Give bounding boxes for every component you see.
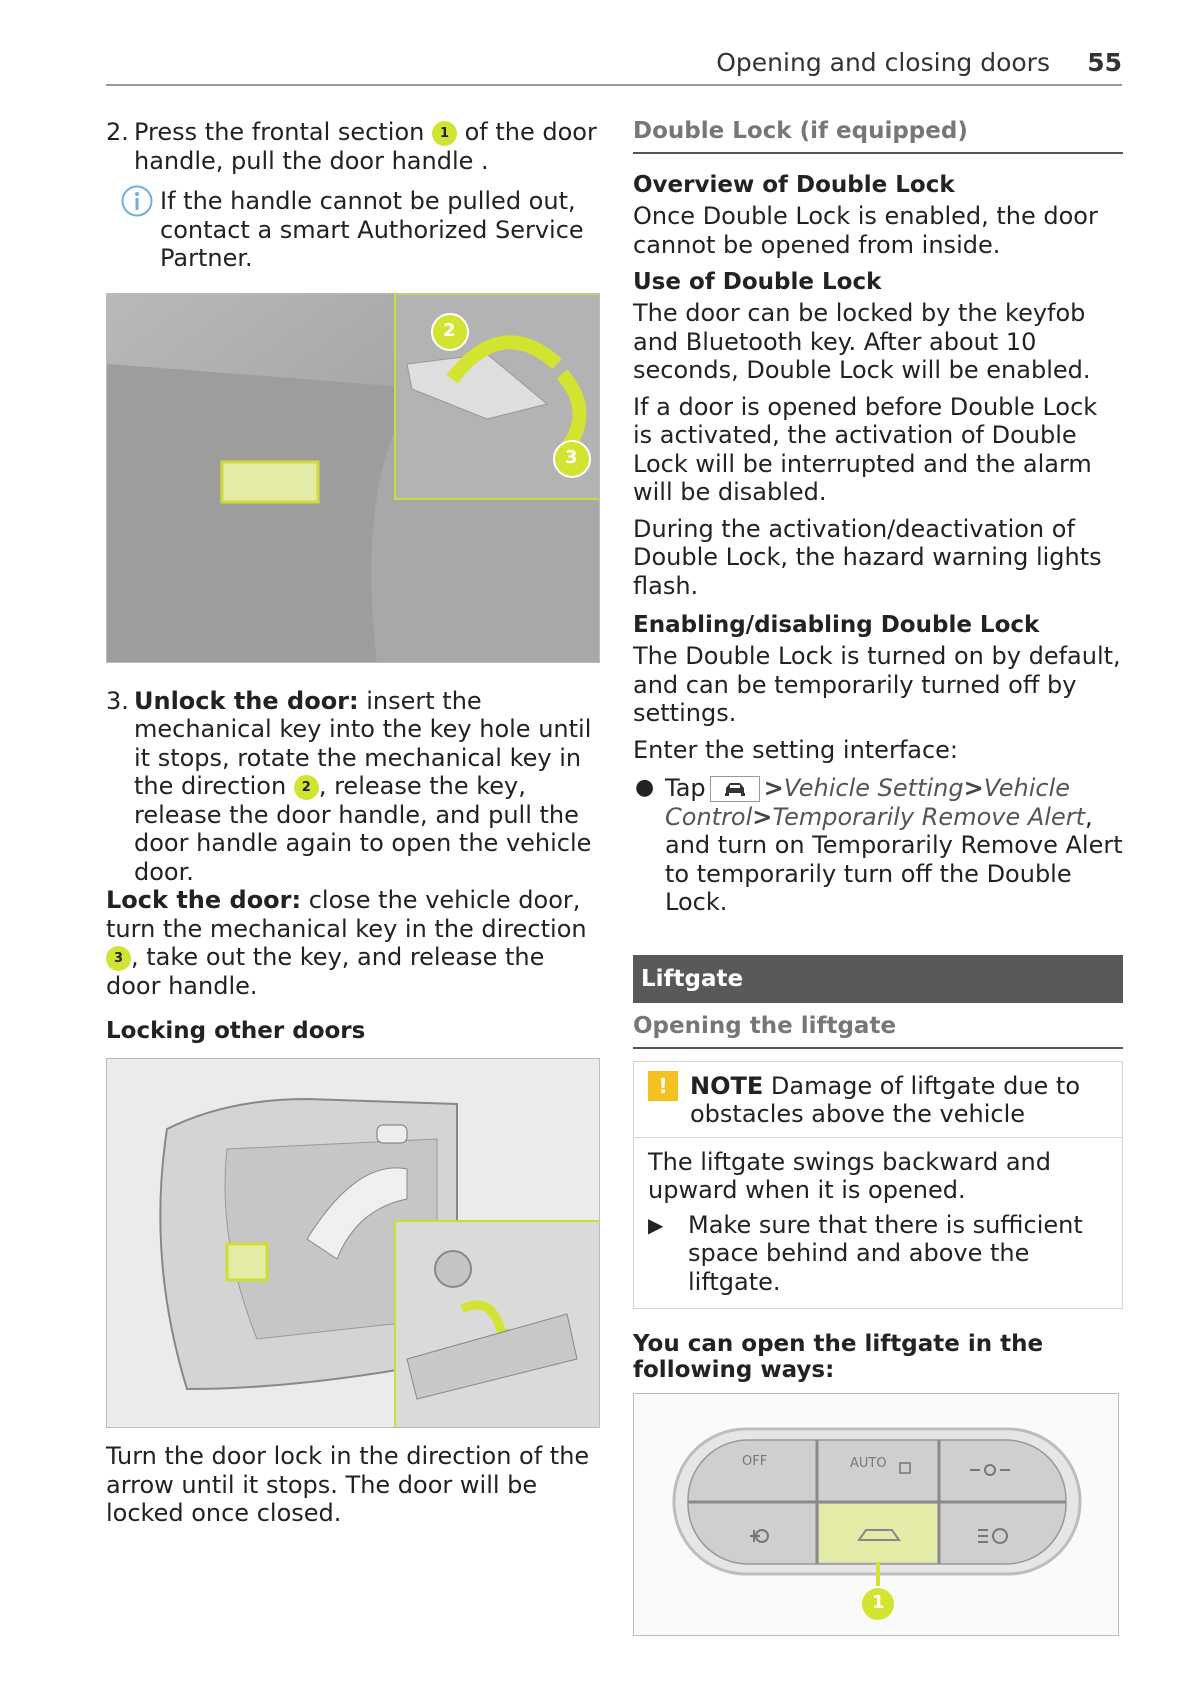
page-number: 55 <box>1087 48 1122 77</box>
step-3-text: Unlock the door: insert the mechanical key into the key hole until it stops, rotate the mechanical key in the direction 2 , release the key, release the door handle, and pull the door handle again to open the vehicle door. <box>134 686 592 886</box>
opening-liftgate-heading: Opening the liftgate <box>633 1013 1123 1049</box>
locking-other-doors-heading: Locking other doors <box>106 1018 366 1044</box>
step-arrow-icon: ▶ <box>648 1212 664 1237</box>
use-heading: Use of Double Lock <box>633 269 882 295</box>
use-paragraph-3: During the activation/deactivation of Double Lock, the hazard warning lights flash. <box>633 514 1102 600</box>
overview-heading: Overview of Double Lock <box>633 172 955 198</box>
note-header <box>634 1062 1122 1138</box>
door-handle-figure <box>106 293 600 663</box>
note-body-text: The liftgate swings backward and upward when it is opened. <box>648 1147 1051 1204</box>
liftgate-section-bar: Liftgate <box>633 955 1123 1003</box>
info-note <box>120 187 600 273</box>
note-step <box>648 1211 1110 1297</box>
page-header <box>106 44 1122 86</box>
settings-path-text: Tap >Vehicle Setting>Vehicle Control>Temporarily Remove Alert, and turn on Temporarily Remove Alert to temporarily turn off the Double Lock. <box>665 774 1123 916</box>
door-lock-caption: Turn the door lock in the direction of the arrow until it stops. The door will be locked once closed. <box>106 1442 590 1527</box>
step-number: 3. <box>106 686 129 715</box>
left-column <box>106 118 600 1528</box>
figure-callout-1: 1 <box>872 1592 885 1613</box>
callout-badge-2: 2 <box>294 775 319 800</box>
info-text: If the handle cannot be pulled out, contact a smart Authorized Service Partner. <box>160 187 584 272</box>
door-lock-illustration <box>107 1059 600 1428</box>
note-box <box>633 1061 1123 1310</box>
door-handle-illustration <box>107 294 600 663</box>
step-2-text: Press the frontal section 1 of the door handle, pull the door handle . <box>134 118 597 175</box>
use-paragraph-2: If a door is opened before Double Lock is activated, the activation of Double Lock will be interrupted and the alarm will be disabled. <box>633 392 1098 506</box>
chapter-title: Opening and closing doors <box>716 48 1050 77</box>
bullet-dot: ● <box>635 775 655 800</box>
car-settings-icon[interactable] <box>710 776 760 802</box>
warning-icon: ! <box>648 1071 678 1101</box>
door-lock-figure <box>106 1058 600 1428</box>
figure-callout-2: 2 <box>443 319 456 341</box>
info-icon <box>120 184 154 218</box>
enable-heading: Enabling/disabling Double Lock <box>633 612 1040 638</box>
figure-callout-3: 3 <box>565 446 578 468</box>
step-3 <box>106 687 600 887</box>
callout-badge-1: 1 <box>432 121 457 146</box>
settings-bullet <box>633 774 1123 917</box>
note-step-text: Make sure that there is sufficient space behind and above the liftgate. <box>688 1210 1083 1296</box>
ways-heading: You can open the liftgate in the following ways: <box>633 1331 1044 1383</box>
note-title: NOTE Damage of liftgate due to obstacles above the vehicle <box>690 1071 1081 1128</box>
right-column <box>633 118 1123 1636</box>
enable-paragraph-2: Enter the setting interface: <box>633 735 959 764</box>
auto-button-label: AUTO <box>850 1456 887 1471</box>
note-body <box>634 1138 1122 1309</box>
lock-door-text: Lock the door: close the vehicle door, turn the mechanical key in the direction 3 , take out the key, and release the door handle. <box>106 886 587 1000</box>
step-2 <box>106 118 600 175</box>
overview-text: Once Double Lock is enabled, the door cannot be opened from inside. <box>633 202 1098 259</box>
step-number: 2. <box>106 118 129 146</box>
callout-badge-3: 3 <box>106 946 131 971</box>
use-paragraph-1: The door can be locked by the keyfob and Bluetooth key. After about 10 seconds, Double Lock will be enabled. <box>633 299 1091 384</box>
enable-paragraph-1: The Double Lock is turned on by default, and can be temporarily turned off by settings. <box>633 642 1121 727</box>
double-lock-heading: Double Lock (if equipped) <box>633 118 1123 154</box>
off-button-label: OFF <box>742 1454 768 1469</box>
liftgate-button-figure <box>633 1393 1119 1636</box>
